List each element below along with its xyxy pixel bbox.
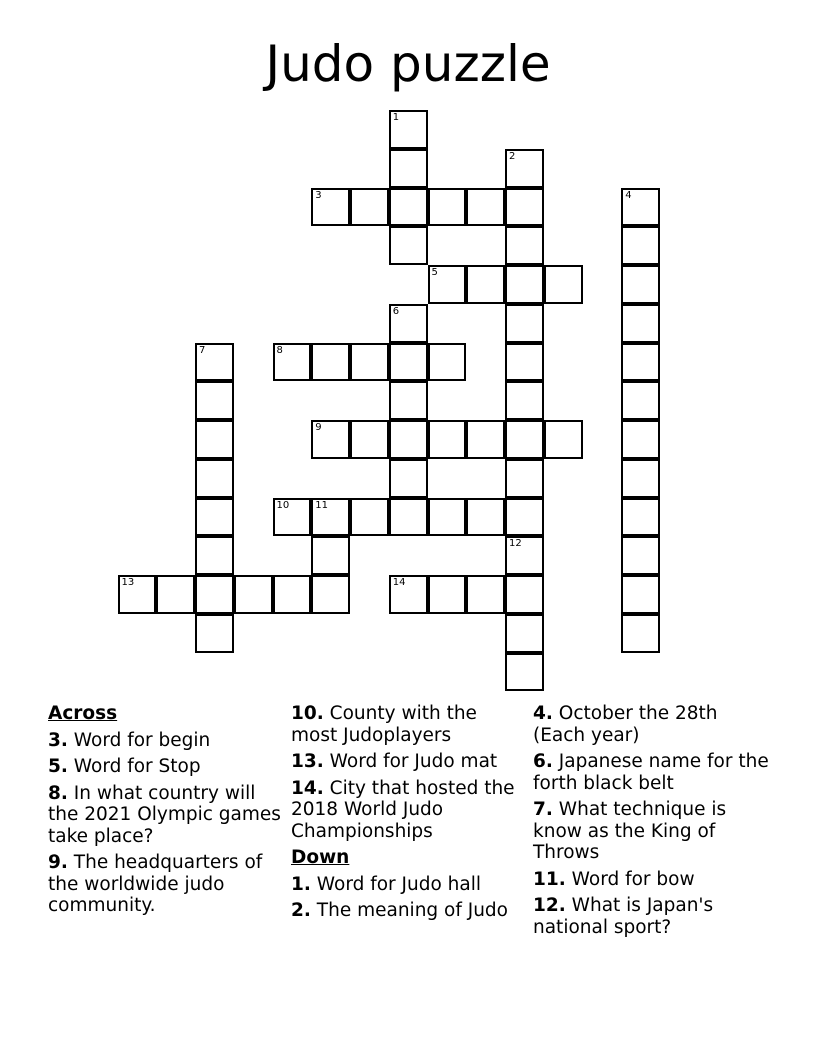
grid-cell[interactable] (273, 498, 312, 537)
grid-cell[interactable] (505, 614, 544, 653)
clue-down-7: 7. What technique is know as the King of Throws (533, 799, 727, 863)
grid-cell[interactable] (505, 149, 544, 188)
grid-cell[interactable] (273, 575, 312, 614)
clue-down-1: 1. Word for Judo hall (291, 873, 482, 895)
grid-cell[interactable] (156, 575, 195, 614)
cell-number: 11 (315, 499, 328, 511)
grid-cell[interactable] (428, 188, 467, 227)
puzzle-title: Judo puzzle (265, 35, 551, 93)
clue-down-11: 11. Word for bow (533, 868, 695, 890)
grid-cell[interactable] (621, 381, 660, 420)
clue-across-13: 13. Word for Judo mat (291, 751, 498, 772)
grid-cell[interactable] (389, 459, 428, 498)
grid-cell[interactable] (621, 304, 660, 343)
cell-number: 10 (276, 499, 290, 511)
grid-cell[interactable] (505, 459, 544, 498)
grid-cell[interactable] (389, 343, 428, 382)
grid-cell[interactable] (195, 536, 234, 575)
grid-cell[interactable] (311, 420, 350, 459)
grid-cell[interactable] (428, 343, 467, 382)
grid-cell[interactable] (389, 575, 428, 614)
grid-cell[interactable] (505, 188, 544, 227)
across-header: Across (48, 703, 118, 724)
grid-cell[interactable] (311, 343, 350, 382)
grid-cell[interactable] (389, 381, 428, 420)
clue-column-1 (48, 703, 283, 922)
cell-number: 3 (315, 189, 322, 201)
clue-down-2: 2. The meaning of Judo (291, 900, 508, 921)
grid-cell[interactable] (505, 304, 544, 343)
grid-cell[interactable] (505, 265, 544, 304)
grid-cell[interactable] (544, 265, 583, 304)
grid-cell[interactable] (389, 304, 428, 343)
grid-cell[interactable] (311, 536, 350, 575)
grid-cell[interactable] (389, 226, 428, 265)
clue-across-5: 5. Word for Stop (48, 756, 201, 777)
grid-cell[interactable] (621, 614, 660, 653)
clue-across-10: 10. County with the most Judoplayers (291, 703, 477, 746)
grid-cell[interactable] (195, 420, 234, 459)
grid-cell[interactable] (350, 498, 389, 537)
grid-cell[interactable] (505, 226, 544, 265)
grid-cell[interactable] (505, 536, 544, 575)
grid-cell[interactable] (621, 343, 660, 382)
grid-cell[interactable] (505, 343, 544, 382)
cell-number: 8 (276, 344, 283, 356)
cell-number: 6 (392, 305, 400, 317)
grid-cell[interactable] (466, 188, 505, 227)
clue-down-4: 4. October the 28th (Each year) (533, 703, 718, 746)
cell-number: 13 (121, 577, 135, 588)
grid-cell[interactable] (505, 498, 544, 537)
grid-cell[interactable] (118, 575, 157, 614)
grid-cell[interactable] (311, 575, 350, 614)
clue-across-14: 14. City that hosted the 2018 World Judo Championships (291, 777, 515, 842)
grid-cell[interactable] (311, 498, 350, 537)
grid-cell[interactable] (195, 575, 234, 614)
grid-cell[interactable] (389, 498, 428, 537)
grid-cell[interactable] (195, 381, 234, 420)
grid-cell[interactable] (505, 575, 544, 614)
grid-cell[interactable] (234, 575, 273, 614)
grid-cell[interactable] (466, 420, 505, 459)
clue-down-12: 12. What is Japan's national sport? (533, 895, 714, 938)
cell-number: 12 (509, 538, 522, 550)
grid-cell[interactable] (466, 575, 505, 614)
cell-number: 14 (392, 577, 406, 588)
grid-cell[interactable] (428, 420, 467, 459)
grid-cell[interactable] (195, 343, 234, 382)
grid-cell[interactable] (195, 614, 234, 653)
clue-column-3 (533, 703, 773, 943)
grid-cell[interactable] (350, 343, 389, 382)
grid-cell[interactable] (389, 110, 428, 149)
grid-cell[interactable] (389, 149, 428, 188)
grid-cell[interactable] (195, 459, 234, 498)
grid-cell[interactable] (505, 653, 544, 692)
grid-cell[interactable] (428, 575, 467, 614)
grid-cell[interactable] (505, 420, 544, 459)
cell-number: 4 (625, 189, 632, 201)
down-header: Down (291, 847, 350, 868)
grid-cell[interactable] (621, 459, 660, 498)
grid-cell[interactable] (389, 188, 428, 227)
grid-cell[interactable] (273, 343, 312, 382)
clue-column-2 (291, 703, 526, 927)
grid-cell[interactable] (621, 536, 660, 575)
clue-across-8: 8. In what country will the 2021 Olympic games take place? (48, 782, 281, 847)
clue-across-9: 9. The headquarters of the worldwide judo community. (48, 852, 263, 916)
cell-number: 2 (509, 150, 516, 162)
cell-number: 1 (392, 112, 400, 123)
grid-cell[interactable] (311, 188, 350, 227)
grid-cell[interactable] (466, 265, 505, 304)
clue-down-6: 6. Japanese name for the forth black belt (533, 751, 769, 794)
grid-cell[interactable] (350, 420, 389, 459)
grid-cell[interactable] (505, 381, 544, 420)
grid-cell[interactable] (428, 265, 467, 304)
grid-cell[interactable] (195, 498, 234, 537)
grid-cell[interactable] (350, 188, 389, 227)
clue-across-3: 3. Word for begin (48, 729, 211, 751)
grid-cell[interactable] (428, 498, 467, 537)
grid-cell[interactable] (544, 420, 583, 459)
grid-cell[interactable] (621, 420, 660, 459)
grid-cell[interactable] (621, 498, 660, 537)
cell-number: 7 (199, 344, 206, 356)
grid-cell[interactable] (466, 498, 505, 537)
cell-number: 5 (431, 267, 438, 278)
grid-cell[interactable] (621, 188, 660, 227)
grid-cell[interactable] (621, 226, 660, 265)
cell-number: 9 (315, 422, 322, 433)
grid-cell[interactable] (621, 265, 660, 304)
grid-cell[interactable] (389, 420, 428, 459)
grid-cell[interactable] (621, 575, 660, 614)
